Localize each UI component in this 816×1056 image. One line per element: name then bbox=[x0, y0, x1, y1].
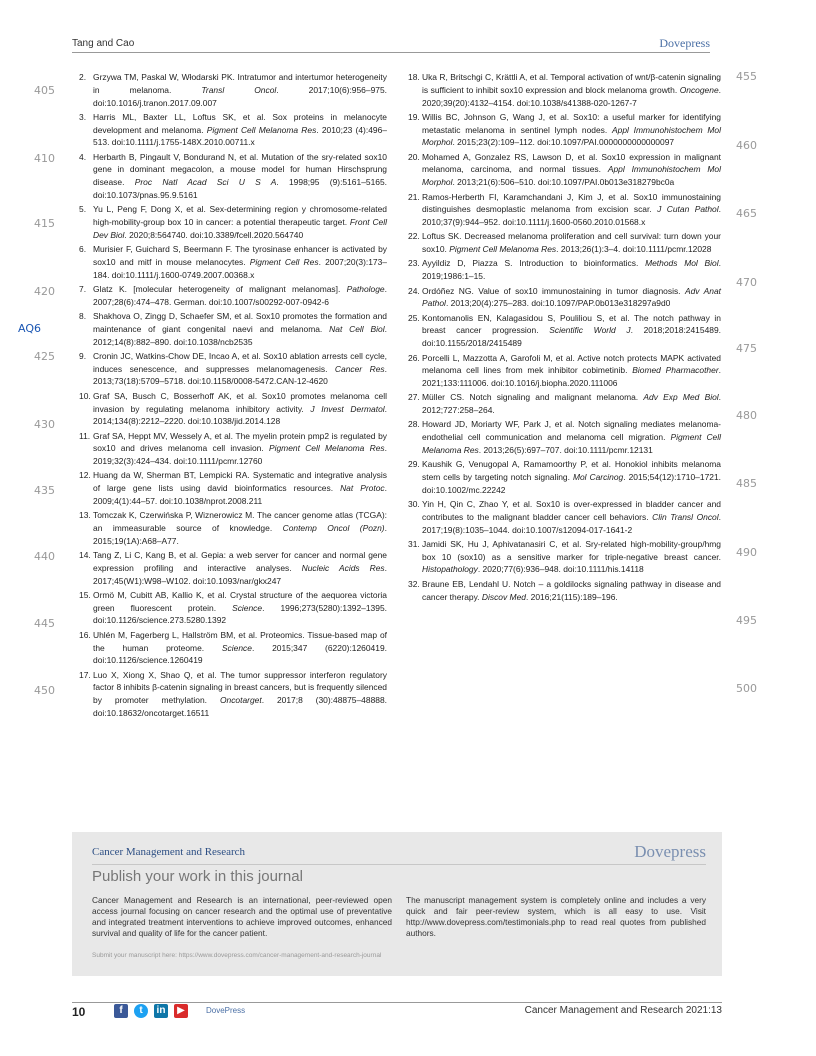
reference-details[interactable]: . 2015;19(1A):A68–A77. bbox=[93, 523, 387, 546]
reference-item bbox=[79, 243, 387, 281]
reference-authors-title: Uka R, Britschgi C, Krättli A, et al. Temporal activation of wnt/β-catenin signaling is sufficient to inhibit sox10 expression and block melanoma growth. bbox=[422, 72, 721, 95]
line-number: 475 bbox=[736, 342, 757, 355]
reference-details[interactable]: . 2013;20(4):275–283. doi:10.1097/PAP.0b013e318297a9d0 bbox=[445, 298, 671, 309]
reference-number: 11. bbox=[79, 430, 91, 441]
reference-details[interactable]: . 2017;8 (30):48875–48888. doi:10.18632/oncotarget.16511 bbox=[93, 695, 387, 718]
reference-journal: Science bbox=[232, 602, 263, 613]
reference-details[interactable]: . 2012;727:258–264. bbox=[422, 392, 721, 416]
promo-headline: Publish your work in this journal bbox=[92, 868, 303, 885]
reference-journal: Adv Anat Pathol bbox=[422, 285, 721, 309]
line-number: 460 bbox=[736, 139, 757, 152]
reference-journal: Appl Immunohistochem Mol Morphol bbox=[422, 164, 721, 188]
reference-authors-title: Howard JD, Moriarty WF, Park J, et al. Notch signaling mediates melanoma-endothelial cell communication and melanoma cell migration. bbox=[422, 419, 721, 443]
reference-journal: Appl Immunohistochem Mol Morphol bbox=[422, 124, 721, 148]
reference-item bbox=[408, 498, 721, 536]
reference-item bbox=[79, 589, 387, 627]
reference-item bbox=[408, 458, 721, 496]
reference-number: 7. bbox=[79, 283, 87, 294]
reference-number: 8. bbox=[79, 311, 87, 322]
references-right-column bbox=[408, 71, 721, 605]
journal-promo-box bbox=[72, 832, 722, 976]
reference-details[interactable]: . 2019;32(3):424–434. doi:10.1111/pcmr.12760 bbox=[93, 443, 387, 467]
reference-item bbox=[79, 669, 387, 720]
reference-journal: Oncogene bbox=[679, 84, 719, 95]
line-number: 470 bbox=[736, 276, 757, 289]
reference-number: 26. bbox=[408, 352, 420, 363]
reference-journal: Contemp Oncol (Pozn) bbox=[282, 523, 385, 534]
reference-details[interactable]: . 2010;23 (4):496–513. doi:10.1111/j.1755-148X.2010.00711.x bbox=[93, 124, 387, 148]
reference-journal: J Invest Dermatol bbox=[310, 403, 385, 414]
twitter-icon[interactable]: t bbox=[134, 1004, 148, 1018]
reference-item bbox=[79, 111, 387, 149]
reference-details[interactable]: . 2007;28(6):474–478. German. doi:10.1007/s00292-007-0942-6 bbox=[93, 283, 387, 307]
reference-details[interactable]: . 2010;37(9):944–952. doi:10.1111/j.1600-0560.2010.01568.x bbox=[422, 204, 721, 228]
reference-item bbox=[408, 71, 721, 109]
reference-journal: Clin Transl Oncol bbox=[652, 511, 719, 522]
reference-item bbox=[408, 391, 721, 417]
promo-dovepress-logo: Dovepress bbox=[634, 842, 706, 861]
reference-authors-title: Ramos-Herberth FI, Karamchandani J, Kim J, et al. Sox10 immunostaining distinguishes desmoplastic melanoma from excision scar. bbox=[422, 191, 721, 215]
reference-authors-title: Yin H, Qin C, Zhao Y, et al. Sox10 is over-expressed in bladder cancer and contributes to the malignant bladder cancer cell behaviors. bbox=[422, 499, 721, 522]
references-left-column bbox=[79, 71, 387, 721]
reference-number: 28. bbox=[408, 419, 420, 430]
reference-item bbox=[79, 310, 387, 348]
reference-details[interactable]: . 2019;1986:1–15. bbox=[422, 258, 721, 282]
reference-number: 13. bbox=[79, 510, 91, 521]
submit-manuscript-link[interactable]: Submit your manuscript here: https://www.dovepress.com/cancer-management-and-research-journal bbox=[92, 952, 382, 959]
reference-authors-title: Shakhova O, Zingg D, Schaefer SM, et al. Sox10 promotes the formation and maintenance of giant congenital naevi and melanoma. bbox=[93, 311, 387, 334]
reference-journal: Pigment Cell Melanoma Res bbox=[449, 244, 557, 255]
reference-authors-title: Tang Z, Li C, Kang B, et al. Gepia: a web server for cancer and normal gene expression profiling and interactive analyses. bbox=[93, 550, 387, 573]
reference-item bbox=[79, 350, 387, 388]
reference-number: 16. bbox=[79, 629, 91, 640]
promo-divider bbox=[92, 864, 706, 865]
reference-authors-title: Ordóñez NG. Value of sox10 immunostaining in tumor diagnosis. bbox=[422, 285, 681, 296]
reference-authors-title: Luo X, Xiong X, Shao Q, et al. The tumor suppressor interferon regulatory factor 8 inhibits β-catenin signaling in breast cancers, but is frequently silenced by promoter methylation. bbox=[93, 669, 387, 706]
reference-item bbox=[79, 509, 387, 547]
reference-item bbox=[79, 469, 387, 507]
reference-authors-title: Graf SA, Busch C, Bosserhoff AK, et al. Sox10 promotes melanoma cell invasion by regulating melanoma inhibitory activity. bbox=[93, 390, 387, 414]
reference-authors-title: Willis BC, Johnson G, Wang J, et al. Sox10: a useful marker for identifying metastatic melanoma in sentinel lymph nodes. bbox=[422, 111, 721, 135]
reference-details[interactable]: . 1996;273(5280):1392–1395. doi:10.1126/science.273.5280.1392 bbox=[93, 602, 387, 626]
footer-journal-citation: Cancer Management and Research 2021:13 bbox=[524, 1005, 722, 1016]
reference-item bbox=[79, 629, 387, 667]
footer-brand: DovePress bbox=[206, 1006, 246, 1015]
reference-journal: Pathologe bbox=[346, 283, 385, 294]
reference-number: 22. bbox=[408, 231, 420, 242]
reference-details[interactable]: . 2014;134(8):2212–2220. doi:10.1038/jid.2014.128 bbox=[93, 403, 387, 427]
social-links bbox=[114, 1004, 194, 1018]
reference-journal: Pigment Cell Melanoma Res bbox=[422, 432, 721, 455]
reference-journal: Nucleic Acids Res bbox=[301, 562, 385, 573]
reference-item bbox=[79, 203, 387, 241]
line-number: 500 bbox=[736, 682, 757, 695]
reference-details[interactable]: . 2018;2018:2415489. doi:10.1155/2018/2415489 bbox=[422, 325, 721, 349]
reference-details[interactable]: . 2007;20(3):173–184. doi:10.1111/j.1600-0749.2007.00368.x bbox=[93, 256, 387, 280]
reference-journal: Oncotarget bbox=[219, 695, 262, 706]
line-number: 495 bbox=[736, 614, 757, 627]
footer-divider bbox=[72, 1002, 722, 1003]
reference-journal: Front Cell Dev Biol bbox=[93, 217, 387, 240]
reference-item bbox=[408, 151, 721, 189]
reference-number: 9. bbox=[79, 350, 87, 361]
reference-details[interactable]: . 2012;14(8):882–890. doi:10.1038/ncb2535 bbox=[93, 323, 387, 347]
reference-details[interactable]: . 2009;4(1):44–57. doi:10.1038/nprot.2008.211 bbox=[93, 483, 387, 506]
reference-authors-title: Mohamed A, Gonzalez RS, Lawson D, et al. Sox10 expression in malignant melanoma, carcinoma, and normal tissues. bbox=[422, 151, 721, 175]
reference-number: 30. bbox=[408, 499, 420, 510]
reference-item bbox=[408, 111, 721, 149]
reference-journal: Mol Carcinog bbox=[572, 472, 624, 483]
reference-authors-title: Graf SA, Heppt MV, Wessely A, et al. The myelin protein pmp2 is regulated by sox10 and drives melanoma cell invasion. bbox=[93, 430, 387, 454]
reference-journal: Discov Med bbox=[481, 591, 526, 602]
reference-details[interactable]: . 2013;21(6):506–510. doi:10.1097/PAI.0b013e318279bc0a bbox=[452, 177, 675, 188]
reference-journal: Nat Cell Biol bbox=[329, 323, 385, 334]
reference-authors-title: Glatz K. [molecular heterogeneity of malignant melanomas]. bbox=[93, 283, 341, 294]
reference-authors-title: Cronin JC, Watkins-Chow DE, Incao A, et al. Sox10 ablation arrests cell cycle, induces senescence, and suppresses melanomagenesis. bbox=[93, 350, 387, 374]
promo-description-right: The manuscript management system is completely online and includes a very quick and fair peer-review system, which is all easy to use. Visit http://www.dovepress.com/testimonials.php to read real quotes from published authors. bbox=[406, 895, 706, 938]
reference-item bbox=[408, 418, 721, 456]
facebook-icon[interactable]: f bbox=[114, 1004, 128, 1018]
reference-details[interactable]: . 2013;26(1):3–4. doi:10.1111/pcmr.12028 bbox=[556, 244, 712, 255]
reference-journal: Science bbox=[221, 642, 252, 653]
header-brand: Dovepress bbox=[659, 36, 710, 50]
reference-journal: Adv Exp Med Biol bbox=[643, 392, 719, 403]
reference-authors-title: Yu L, Peng F, Dong X, et al. Sex-determining region y chromosome-related high-mobility-group box 10 in cancer: a potential therapeutic target. bbox=[93, 204, 387, 228]
reference-details[interactable]: . 2021;133:111006. doi:10.1016/j.biopha.2020.111006 bbox=[422, 365, 721, 388]
line-number: 455 bbox=[736, 70, 757, 83]
reference-number: 23. bbox=[408, 258, 420, 269]
reference-number: 4. bbox=[79, 151, 87, 162]
reference-number: 20. bbox=[408, 151, 420, 162]
reference-journal: Pigment Cell Res bbox=[249, 256, 319, 267]
reference-details[interactable]: . 2015;347 (6220):1260419. doi:10.1126/science.1260419 bbox=[93, 642, 387, 666]
reference-number: 14. bbox=[79, 550, 91, 561]
reference-details[interactable]: . 2017;45(W1):W98–W102. doi:10.1093/nar/gkx247 bbox=[93, 562, 387, 586]
reference-journal: Histopathology bbox=[422, 564, 478, 575]
reference-item bbox=[408, 352, 721, 390]
reference-authors-title: Kontomanolis EN, Kalagasidou S, Pouliliou S, et al. The notch pathway in breast cancer progression. bbox=[422, 312, 721, 336]
page-number: 10 bbox=[72, 1005, 86, 1019]
line-number: 405 bbox=[34, 84, 55, 97]
reference-details[interactable]: . 2013;26(5):697–707. doi:10.1111/pcmr.12131 bbox=[478, 444, 653, 455]
reference-number: 32. bbox=[408, 578, 420, 589]
reference-number: 10. bbox=[79, 390, 91, 401]
line-number: 440 bbox=[34, 550, 55, 563]
reference-details[interactable]: . 2013;73(18):5709–5718. doi:10.1158/0008-5472.CAN-12-4620 bbox=[93, 363, 387, 387]
reference-details[interactable]: . 2015;54(12):1710–1721. doi:10.1002/mc.22242 bbox=[422, 472, 721, 495]
reference-authors-title: Braune EB, Lendahl U. Notch – a goldilocks signaling pathway in disease and cancer therapy. bbox=[422, 578, 721, 602]
reference-number: 15. bbox=[79, 589, 91, 600]
line-number: 430 bbox=[34, 418, 55, 431]
reference-item bbox=[79, 549, 387, 587]
reference-authors-title: Herbarth B, Pingault V, Bondurand N, et al. Mutation of the sry-related sox10 gene in dominant megacolon, a mouse model for human Hirschsprung disease. bbox=[93, 151, 387, 188]
line-number: 415 bbox=[34, 217, 55, 230]
reference-authors-title: Tomczak K, Czerwińska P, Wiznerowicz M. The cancer genome atlas (TCGA): an immeasurable source of knowledge. bbox=[93, 510, 387, 534]
reference-details[interactable]: . 2020;39(20):4132–4154. doi:10.1038/s41388-020-1267-7 bbox=[422, 84, 721, 108]
line-number: 435 bbox=[34, 484, 55, 497]
reference-number: 25. bbox=[408, 312, 420, 323]
reference-item bbox=[408, 538, 721, 576]
reference-number: 27. bbox=[408, 392, 420, 403]
reference-authors-title: Porcelli L, Mazzotta A, Garofoli M, et al. Active notch protects MAPK activated melanoma cell lines from mek inhibitor cobimetinib. bbox=[422, 352, 721, 376]
reference-authors-title: Ayyildiz D, Piazza S. Introduction to bioinformatics. bbox=[422, 258, 639, 269]
reference-item bbox=[79, 283, 387, 309]
line-number: 480 bbox=[736, 409, 757, 422]
reference-authors-title: Grzywa TM, Paskal W, Włodarski PK. Intratumor and intertumor heterogeneity in melanoma. bbox=[93, 72, 387, 95]
reference-number: 17. bbox=[79, 669, 91, 680]
reference-authors-title: Loftus SK. Decreased melanoma proliferation and cell survival: turn down your sox10. bbox=[422, 231, 721, 255]
reference-item bbox=[408, 230, 721, 256]
reference-authors-title: Müller CS. Notch signaling and malignant melanoma. bbox=[422, 392, 639, 403]
reference-item bbox=[79, 151, 387, 202]
reference-authors-title: Uhlén M, Fagerberg L, Hallström BM, et al. Proteomics. Tissue-based map of the human proteome. bbox=[93, 629, 387, 653]
reference-item bbox=[408, 312, 721, 350]
reference-journal: Cancer Res bbox=[334, 363, 385, 374]
reference-number: 5. bbox=[79, 204, 87, 215]
reference-item bbox=[79, 71, 387, 109]
linkedin-icon[interactable]: in bbox=[154, 1004, 168, 1018]
reference-authors-title: Harris ML, Baxter LL, Loftus SK, et al. Sox proteins in melanocyte development and melanoma. bbox=[93, 111, 387, 135]
line-number: 425 bbox=[34, 350, 55, 363]
reference-details[interactable]: . 2016;21(115):189–196. bbox=[525, 591, 618, 602]
reference-item bbox=[408, 257, 721, 283]
reference-item bbox=[408, 578, 721, 604]
reference-item bbox=[79, 390, 387, 428]
reference-details[interactable]: . 2015;23(2):109–112. doi:10.1097/PAI.0000000000000097 bbox=[452, 137, 675, 148]
reference-number: 18. bbox=[408, 72, 420, 82]
reference-journal: Proc Natl Acad Sci U S A bbox=[134, 177, 277, 188]
reference-journal: Scientific World J bbox=[549, 325, 631, 336]
reference-journal: Biomed Pharmacother bbox=[632, 365, 719, 376]
reference-details[interactable]: . 2020;77(6):936–948. doi:10.1111/his.14118 bbox=[477, 564, 644, 575]
reference-item bbox=[79, 430, 387, 468]
reference-journal: Methods Mol Biol bbox=[645, 258, 719, 269]
youtube-icon[interactable]: ▶ bbox=[174, 1004, 188, 1018]
reference-number: 12. bbox=[79, 470, 91, 481]
reference-authors-title: Huang da W, Sherman BT, Lempicki RA. Systematic and integrative analysis of large gene lists using david bioinformatics resources. bbox=[93, 470, 387, 494]
reference-details[interactable]: . 2017;19(8):1035–1044. doi:10.1007/s12094-017-1641-2 bbox=[422, 511, 721, 535]
line-number: 450 bbox=[34, 684, 55, 697]
reference-number: 21. bbox=[408, 191, 420, 202]
running-authors: Tang and Cao bbox=[72, 38, 135, 49]
reference-journal: J Cutan Pathol bbox=[657, 204, 719, 215]
promo-journal-name[interactable]: Cancer Management and Research bbox=[92, 846, 246, 858]
line-number: 445 bbox=[34, 617, 55, 630]
reference-details[interactable]: . 1998;95 (9):5161–5165. doi:10.1073/pnas.95.9.5161 bbox=[93, 177, 387, 200]
reference-journal: Pigment Cell Melanoma Res bbox=[268, 443, 385, 454]
reference-number: 24. bbox=[408, 285, 420, 296]
reference-journal: Transl Oncol bbox=[201, 84, 277, 95]
reference-authors-title: Murisier F, Guichard S, Beermann F. The tyrosinase enhancer is activated by sox10 and mitf in mouse melanocytes. bbox=[93, 244, 387, 267]
promo-description-left: Cancer Management and Research is an international, peer-reviewed open access journal focusing on cancer research and the optimal use of preventative and integrated treatment interventions to achieve improved outcomes, enhanced survival and quality of life for the cancer patient. bbox=[92, 895, 392, 938]
reference-authors-title: Ormö M, Cubitt AB, Kallio K, et al. Crystal structure of the aequorea victoria green fluorescent protein. bbox=[93, 589, 387, 613]
reference-authors-title: Kaushik G, Venugopal A, Ramamoorthy P, et al. Honokiol inhibits melanoma stem cells by targeting notch signaling. bbox=[422, 459, 721, 483]
line-number: 490 bbox=[736, 546, 757, 559]
reference-journal: Nat Protoc bbox=[340, 483, 385, 494]
reference-number: 19. bbox=[408, 111, 420, 122]
reference-journal: Pigment Cell Melanoma Res bbox=[206, 124, 317, 135]
reference-number: 31. bbox=[408, 538, 420, 549]
line-number: 410 bbox=[34, 152, 55, 165]
reference-number: 29. bbox=[408, 459, 420, 470]
reference-item bbox=[408, 285, 721, 311]
reference-details[interactable]: . 2017;10(6):956–975. doi:10.1016/j.tranon.2017.09.007 bbox=[93, 84, 387, 108]
page-header bbox=[72, 36, 710, 53]
line-number: 420 bbox=[34, 285, 55, 298]
reference-authors-title: Jamidi SK, Hu J, Aphivatanasiri C, et al. Sry-related high-mobility-group/hmg box 10 (sox10) as a sensitive marker for triple-negative breast cancer. bbox=[422, 538, 721, 562]
line-number: 485 bbox=[736, 477, 757, 490]
reference-number: 3. bbox=[79, 111, 87, 122]
reference-number: 2. bbox=[79, 72, 87, 82]
line-number: 465 bbox=[736, 207, 757, 220]
reference-details[interactable]: . 2020;8:564740. doi:10.3389/fcell.2020.564740 bbox=[124, 229, 304, 240]
author-query-marker[interactable]: AQ6 bbox=[18, 322, 41, 335]
reference-number: 6. bbox=[79, 244, 87, 255]
reference-item bbox=[408, 191, 721, 229]
